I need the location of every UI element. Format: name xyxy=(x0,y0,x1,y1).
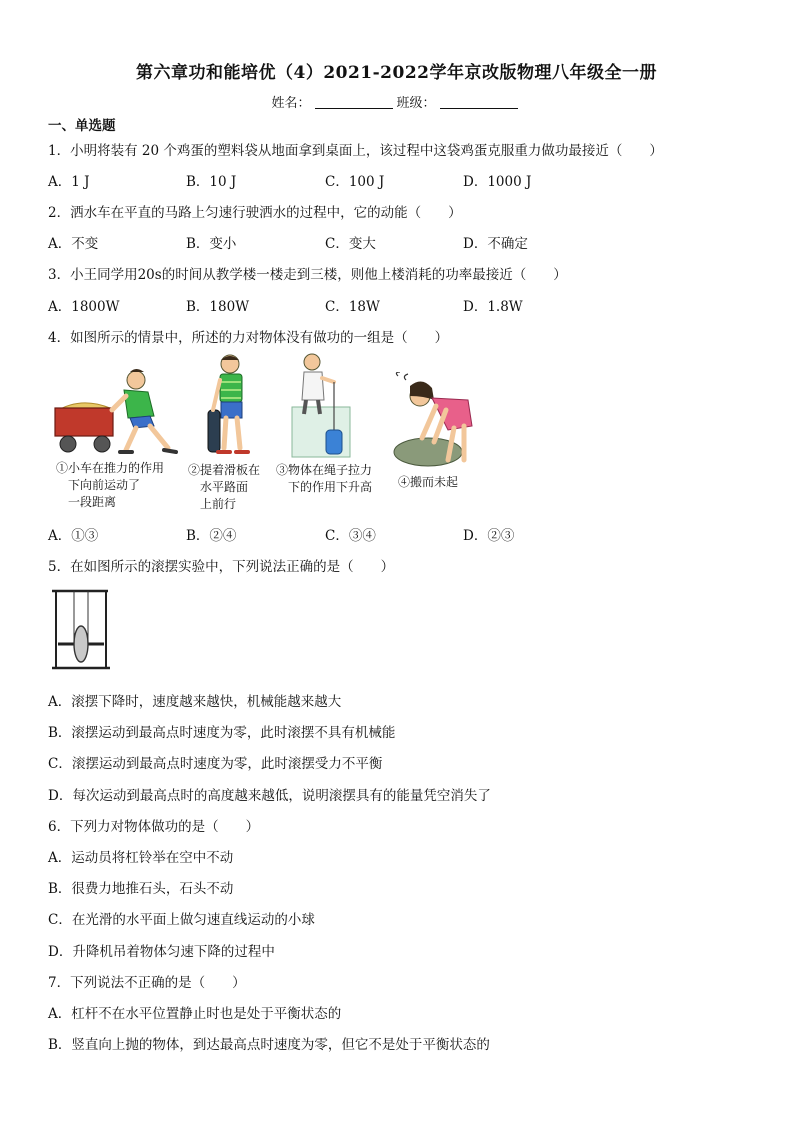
q4-option-b[interactable]: B．②④ xyxy=(186,528,237,544)
boy-legs xyxy=(224,418,240,448)
lifted-bucket xyxy=(326,430,342,454)
question-7-stem: 7．下列说法不正确的是（ ） xyxy=(48,975,246,991)
q6-option-d[interactable]: D．升降机吊着物体匀速下降的过程中 xyxy=(48,944,275,960)
class-label: 班级： xyxy=(396,96,436,111)
figure-cart-push xyxy=(50,362,182,458)
man-head xyxy=(304,354,320,370)
caption-1 xyxy=(56,460,186,511)
q7-option-b[interactable]: B．竖直向上抛的物体，到达最高点时速度为零，但它不是处于平衡状态的 xyxy=(48,1037,490,1053)
q1-option-a[interactable]: A．1 J xyxy=(48,174,90,190)
figure-rope-lift xyxy=(290,352,352,460)
q4-option-d[interactable]: D．②③ xyxy=(463,528,515,544)
question-2-stem: 2．洒水车在平直的马路上匀速行驶洒水的过程中，它的动能（ ） xyxy=(48,205,462,221)
question-3-stem: 3．小王同学用20s的时间从教学楼一楼走到三楼，则他上楼消耗的功率最接近（ ） xyxy=(48,267,567,283)
q1-option-b[interactable]: B．10 J xyxy=(186,174,237,190)
q2-option-b[interactable]: B．变小 xyxy=(186,236,237,252)
boy-shoes xyxy=(120,450,176,452)
cart-wheel-right xyxy=(94,436,110,452)
figure-skateboard-carry xyxy=(200,352,260,462)
page-title: 第六章功和能培优（4）2021-2022学年京改版物理八年级全一册 xyxy=(135,63,657,83)
q5-option-c[interactable]: C．滚摆运动到最高点时速度为零，此时滚摆受力不平衡 xyxy=(48,756,383,772)
cart-wheel-left xyxy=(60,436,76,452)
boy-hair xyxy=(221,356,239,360)
caption-2-line-3: 上前行 xyxy=(188,497,237,511)
boy-shorts xyxy=(221,402,242,418)
caption-1-line-3: 一段距离 xyxy=(56,495,117,509)
caption-3-line-2: 下的作用下升高 xyxy=(276,480,373,494)
caption-2 xyxy=(188,462,278,513)
wheel-disk xyxy=(74,626,88,662)
q3-option-b[interactable]: B．180W xyxy=(186,299,250,315)
q2-option-d[interactable]: D．不确定 xyxy=(463,236,528,252)
q3-option-c[interactable]: C．18W xyxy=(325,299,380,315)
name-blank[interactable] xyxy=(315,96,393,109)
q6-option-a[interactable]: A．运动员将杠铃举在空中不动 xyxy=(48,850,234,866)
question-5-stem: 5．在如图所示的滚摆实验中，下列说法正确的是（ ） xyxy=(48,559,395,575)
q7-option-a[interactable]: A．杠杆不在水平位置静止时也是处于平衡状态的 xyxy=(48,1006,342,1022)
man-coat xyxy=(302,372,324,400)
effort-marks xyxy=(396,372,408,380)
caption-1-line-1: ①小车在推力的作用 xyxy=(56,461,165,475)
caption-2-line-1: ②提着滑板在 xyxy=(188,463,261,477)
q5-option-a[interactable]: A．滚摆下降时，速度越来越快，机械能越来越大 xyxy=(48,694,342,710)
q2-option-a[interactable]: A．不变 xyxy=(48,236,99,252)
q6-option-b[interactable]: B．很费力地推石头，石头不动 xyxy=(48,881,234,897)
caption-3-line-1: ③物体在绳子拉力 xyxy=(276,463,373,477)
boy-head xyxy=(127,371,145,389)
section-heading: 一、单选题 xyxy=(48,118,116,134)
q4-option-c[interactable]: C．③④ xyxy=(325,528,376,544)
q1-option-c[interactable]: C．100 J xyxy=(325,174,385,190)
caption-3 xyxy=(276,462,388,496)
boy-hair xyxy=(130,369,144,372)
q1-option-d[interactable]: D．1000 J xyxy=(463,174,532,190)
q5-option-b[interactable]: B．滚摆运动到最高点时速度为零，此时滚摆不具有机械能 xyxy=(48,725,396,741)
cart-body xyxy=(55,408,113,436)
boy-arm xyxy=(112,396,126,410)
caption-4 xyxy=(398,474,478,491)
man-arm xyxy=(322,378,334,382)
q5-option-d[interactable]: D．每次运动到最高点时的高度越来越低，说明滚摆具有的能量凭空消失了 xyxy=(48,788,491,804)
figure-maxwell-pendulum xyxy=(50,588,112,674)
boy-arm xyxy=(213,380,220,410)
boy-shirt xyxy=(124,390,154,418)
caption-1-line-2: 下向前运动了 xyxy=(56,478,141,492)
q3-option-d[interactable]: D．1.8W xyxy=(463,299,523,315)
caption-4-line-1: ④搬而未起 xyxy=(398,475,459,489)
boy-legs xyxy=(126,426,168,450)
q2-option-c[interactable]: C．变大 xyxy=(325,236,376,252)
caption-2-line-2: 水平路面 xyxy=(188,480,249,494)
class-blank[interactable] xyxy=(440,96,518,109)
name-class-line xyxy=(0,92,793,111)
question-4-stem: 4．如图所示的情景中，所述的力对物体没有做功的一组是（ ） xyxy=(48,330,449,346)
question-1-stem: 1．小明将装有 20 个鸡蛋的塑料袋从地面拿到桌面上，该过程中这袋鸡蛋克服重力做功最接近（ ） xyxy=(48,143,663,159)
figure-lift-rock xyxy=(388,372,484,468)
question-6-stem: 6．下列力对物体做功的是（ ） xyxy=(48,819,260,835)
name-label: 姓名： xyxy=(271,96,311,111)
q3-option-a[interactable]: A．1800W xyxy=(48,299,120,315)
q6-option-c[interactable]: C．在光滑的水平面上做匀速直线运动的小球 xyxy=(48,912,315,928)
skateboard xyxy=(208,410,220,452)
q4-option-a[interactable]: A．①③ xyxy=(48,528,99,544)
